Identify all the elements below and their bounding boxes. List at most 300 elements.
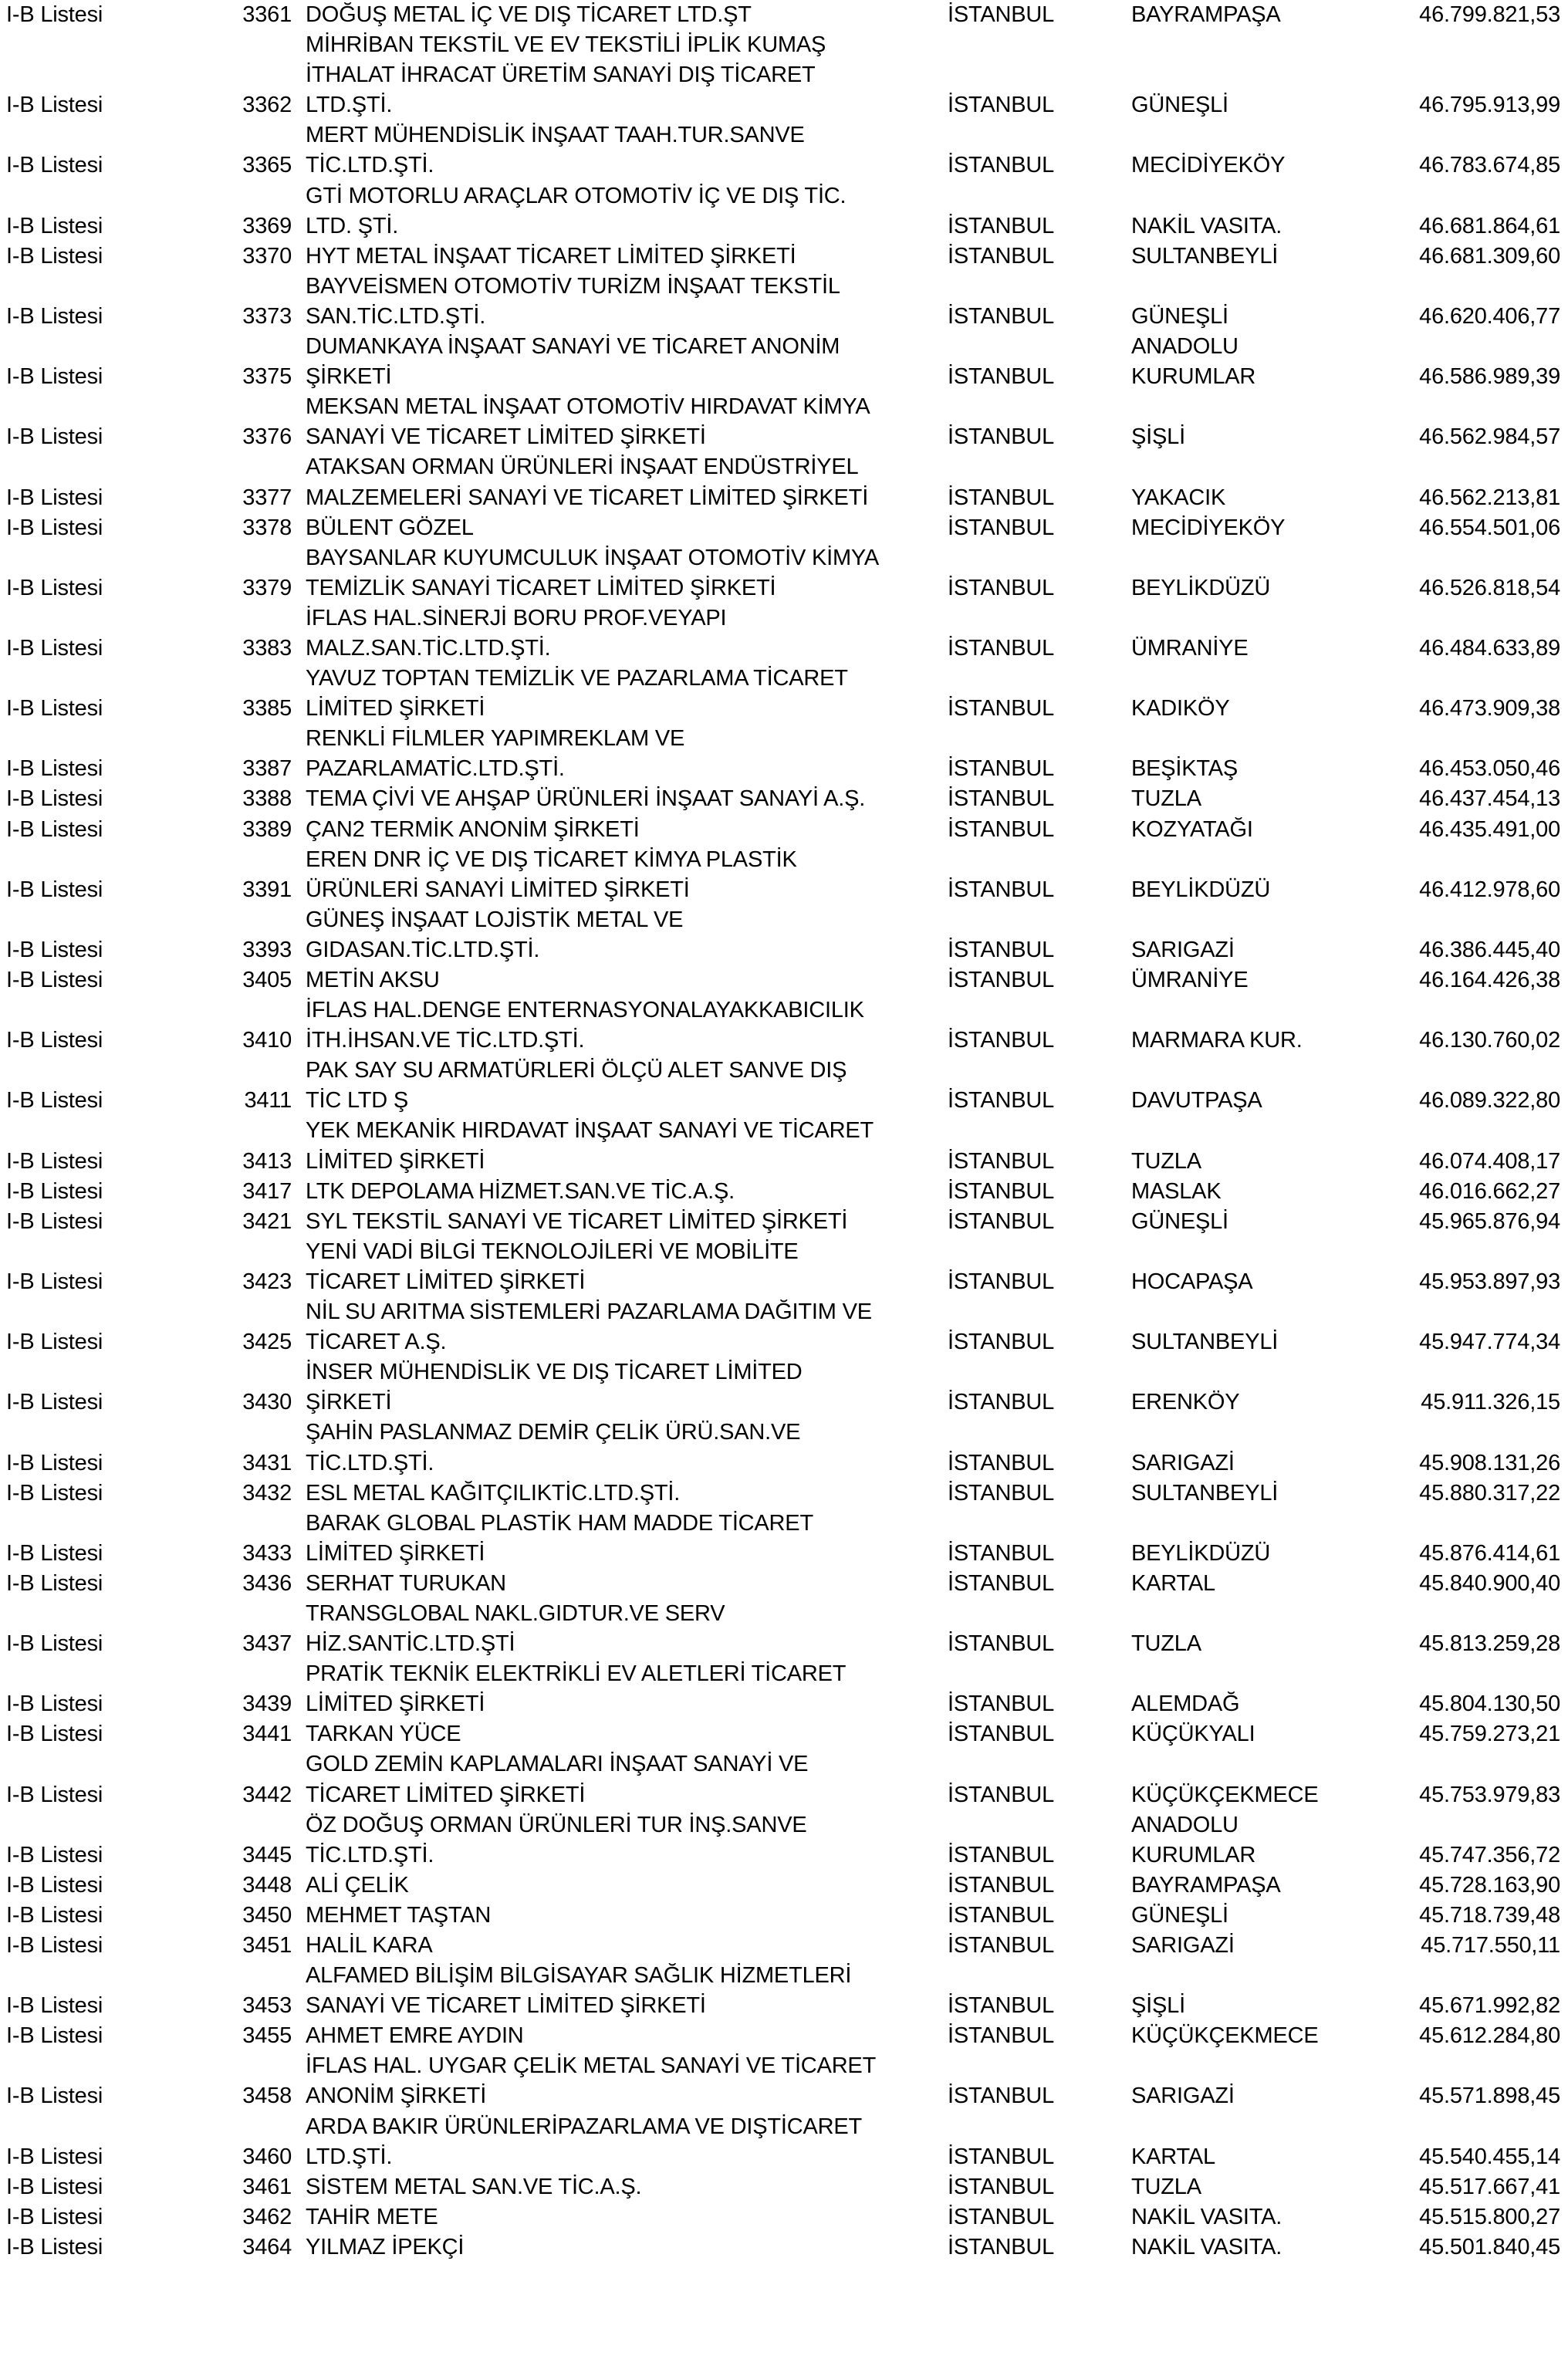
name-continuation: MERT MÜHENDİSLİK İNŞAAT TAAH.TUR.SANVE xyxy=(306,123,805,148)
debt-amount: 45.540.455,14 xyxy=(1419,2144,1560,2169)
table-row xyxy=(0,272,1568,302)
debt-amount: 45.804.130,50 xyxy=(1419,1692,1560,1717)
city-name: İSTANBUL xyxy=(948,1148,1055,1174)
rank-number: 3377 xyxy=(242,485,292,510)
tax-office-name: TUZLA xyxy=(1131,1631,1201,1657)
rank-number: 3432 xyxy=(242,1480,292,1506)
table-row xyxy=(0,362,1568,392)
tax-office-name: GÜNEŞLİ xyxy=(1131,93,1228,118)
name-continuation: BAYSANLAR KUYUMCULUK İNŞAAT OTOMOTİV KİMYA xyxy=(306,545,880,570)
debt-amount: 45.840.900,40 xyxy=(1419,1570,1560,1596)
rank-number: 3370 xyxy=(242,243,292,269)
list-label: I-B Listesi xyxy=(6,968,103,992)
taxpayer-name: TİC LTD Ş xyxy=(306,1088,409,1114)
tax-office-name: BAYRAMPAŞA xyxy=(1131,1872,1281,1898)
table-row xyxy=(0,120,1568,150)
taxpayer-name: ÜRÜNLERİ SANAYİ LİMİTED ŞİRKETİ xyxy=(306,877,690,902)
tax-office-name: BAYRAMPAŞA xyxy=(1131,2,1281,27)
taxpayer-name: GIDASAN.TİC.LTD.ŞTİ. xyxy=(306,937,540,962)
city-name: İSTANBUL xyxy=(948,485,1055,510)
table-row xyxy=(0,242,1568,272)
table-row xyxy=(0,2051,1568,2081)
city-name: İSTANBUL xyxy=(948,153,1055,178)
taxpayer-name: İTH.İHSAN.VE TİC.LTD.ŞTİ. xyxy=(306,1028,585,1053)
city-name: İSTANBUL xyxy=(948,424,1055,450)
taxpayer-name: PAZARLAMATİC.LTD.ŞTİ. xyxy=(306,756,565,782)
table-row xyxy=(0,724,1568,754)
taxpayer-name: DOĞUŞ METAL İÇ VE DIŞ TİCARET LTD.ŞT xyxy=(306,2,752,27)
list-label: I-B Listesi xyxy=(6,2144,103,2169)
debt-amount: 46.412.978,60 xyxy=(1419,877,1560,902)
taxpayer-name: LTD.ŞTİ. xyxy=(306,2144,393,2169)
taxpayer-name: TEMA ÇİVİ VE AHŞAP ÜRÜNLERİ İNŞAAT SANAYİ A.Ş. xyxy=(306,786,866,812)
table-row xyxy=(0,754,1568,784)
list-label: I-B Listesi xyxy=(6,2204,103,2229)
rank-number: 3421 xyxy=(242,1208,292,1234)
taxpayer-name: YILMAZ İPEKÇİ xyxy=(306,2234,465,2259)
table-row xyxy=(0,1719,1568,1749)
city-name: İSTANBUL xyxy=(948,1902,1055,1928)
table-row xyxy=(0,483,1568,513)
list-label: I-B Listesi xyxy=(6,816,103,842)
table-row xyxy=(0,543,1568,573)
debt-amount: 45.612.284,80 xyxy=(1419,2023,1560,2049)
name-continuation: GTİ MOTORLU ARAÇLAR OTOMOTİV İÇ VE DIŞ TİC. xyxy=(306,183,847,208)
list-label: I-B Listesi xyxy=(6,1631,103,1657)
debt-amount: 45.571.898,45 xyxy=(1419,2084,1560,2109)
table-row xyxy=(0,1931,1568,1961)
debt-amount: 46.620.406,77 xyxy=(1419,303,1560,329)
debt-amount: 45.671.992,82 xyxy=(1419,1993,1560,2019)
rank-number: 3417 xyxy=(242,1178,292,1204)
table-row xyxy=(0,422,1568,452)
taxpayer-name: METİN AKSU xyxy=(306,968,440,992)
tax-office-name: ANADOLU xyxy=(1131,334,1239,360)
city-name: İSTANBUL xyxy=(948,364,1055,390)
taxpayer-name: HALİL KARA xyxy=(306,1933,433,1958)
tax-office-name: KÜÇÜKÇEKMECE xyxy=(1131,2023,1319,2049)
city-name: İSTANBUL xyxy=(948,877,1055,902)
city-name: İSTANBUL xyxy=(948,756,1055,782)
list-label: I-B Listesi xyxy=(6,303,103,329)
tax-office-name: GÜNEŞLİ xyxy=(1131,1208,1228,1234)
tax-office-name: KÜÇÜKÇEKMECE xyxy=(1131,1782,1319,1807)
rank-number: 3423 xyxy=(242,1269,292,1294)
table-row xyxy=(0,2112,1568,2142)
name-continuation: YAVUZ TOPTAN TEMİZLİK VE PAZARLAMA TİCARET xyxy=(306,666,848,691)
rank-number: 3453 xyxy=(242,1993,292,2019)
rank-number: 3393 xyxy=(242,937,292,962)
table-row xyxy=(0,1026,1568,1056)
table-row xyxy=(0,875,1568,905)
table-row xyxy=(0,1509,1568,1539)
table-row xyxy=(0,1387,1568,1418)
name-continuation: EREN DNR İÇ VE DIŞ TİCARET KİMYA PLASTİK xyxy=(306,847,797,872)
rank-number: 3378 xyxy=(242,515,292,540)
taxpayer-name: MALZEMELERİ SANAYİ VE TİCARET LİMİTED ŞİRKETİ xyxy=(306,485,869,510)
rank-number: 3387 xyxy=(242,756,292,782)
debt-amount: 46.795.913,99 xyxy=(1419,93,1560,118)
debt-amount: 46.437.454,13 xyxy=(1419,786,1560,812)
name-continuation: ÖZ DOĞUŞ ORMAN ÜRÜNLERİ TUR İNŞ.SANVE xyxy=(306,1812,807,1837)
list-label: I-B Listesi xyxy=(6,2234,103,2259)
city-name: İSTANBUL xyxy=(948,213,1055,238)
table-row xyxy=(0,302,1568,332)
name-continuation: PRATİK TEKNİK ELEKTRİKLİ EV ALETLERİ TİCARET xyxy=(306,1661,847,1687)
taxpayer-name: LİMİTED ŞİRKETİ xyxy=(306,1540,485,1566)
city-name: İSTANBUL xyxy=(948,1178,1055,1204)
city-name: İSTANBUL xyxy=(948,635,1055,661)
tax-office-name: BEYLİKDÜZÜ xyxy=(1131,877,1271,902)
tax-office-name: MECİDİYEKÖY xyxy=(1131,153,1286,178)
tax-office-name: KOZYATAĞI xyxy=(1131,816,1253,842)
rank-number: 3436 xyxy=(242,1570,292,1596)
city-name: İSTANBUL xyxy=(948,1631,1055,1657)
table-row xyxy=(0,664,1568,694)
list-label: I-B Listesi xyxy=(6,635,103,661)
rank-number: 3362 xyxy=(242,93,292,118)
table-row xyxy=(0,935,1568,965)
city-name: İSTANBUL xyxy=(948,2204,1055,2229)
taxpayer-name: SANAYİ VE TİCARET LİMİTED ŞİRKETİ xyxy=(306,424,706,450)
taxpayer-name: ÇAN2 TERMİK ANONİM ŞİRKETİ xyxy=(306,816,640,842)
taxpayer-name: ŞİRKETİ xyxy=(306,364,392,390)
debt-amount: 45.753.979,83 xyxy=(1419,1782,1560,1807)
city-name: İSTANBUL xyxy=(948,2084,1055,2109)
name-continuation: ŞAHİN PASLANMAZ DEMİR ÇELİK ÜRÜ.SAN.VE xyxy=(306,1420,801,1445)
city-name: İSTANBUL xyxy=(948,515,1055,540)
table-row xyxy=(0,1599,1568,1629)
name-continuation: DUMANKAYA İNŞAAT SANAYİ VE TİCARET ANONİM xyxy=(306,334,840,360)
rank-number: 3439 xyxy=(242,1692,292,1717)
rank-number: 3445 xyxy=(242,1842,292,1867)
taxpayer-name: TİC.LTD.ŞTİ. xyxy=(306,153,434,178)
table-row xyxy=(0,1901,1568,1931)
rank-number: 3361 xyxy=(242,2,292,27)
table-row xyxy=(0,1448,1568,1479)
city-name: İSTANBUL xyxy=(948,1330,1055,1355)
name-continuation: MEKSAN METAL İNŞAAT OTOMOTİV HIRDAVAT KİMYA xyxy=(306,394,870,420)
table-row xyxy=(0,1810,1568,1840)
table-row xyxy=(0,1327,1568,1357)
table-row xyxy=(0,392,1568,422)
tax-office-name: BEYLİKDÜZÜ xyxy=(1131,575,1271,600)
city-name: İSTANBUL xyxy=(948,1390,1055,1415)
taxpayer-name: SAN.TİC.LTD.ŞTİ. xyxy=(306,303,486,329)
rank-number: 3450 xyxy=(242,1902,292,1928)
tax-office-name: NAKİL VASITA. xyxy=(1131,2234,1282,2259)
list-label: I-B Listesi xyxy=(6,213,103,238)
list-label: I-B Listesi xyxy=(6,696,103,722)
city-name: İSTANBUL xyxy=(948,2144,1055,2169)
list-label: I-B Listesi xyxy=(6,2023,103,2049)
table-row xyxy=(0,784,1568,814)
list-label: I-B Listesi xyxy=(6,1269,103,1294)
taxpayer-name: ŞİRKETİ xyxy=(306,1390,392,1415)
rank-number: 3389 xyxy=(242,816,292,842)
city-name: İSTANBUL xyxy=(948,1540,1055,1566)
taxpayer-name: LTD. ŞTİ. xyxy=(306,213,399,238)
debt-amount: 46.554.501,06 xyxy=(1419,515,1560,540)
debt-amount: 46.783.674,85 xyxy=(1419,153,1560,178)
rank-number: 3451 xyxy=(242,1933,292,1958)
table-row xyxy=(0,60,1568,90)
tax-office-name: ERENKÖY xyxy=(1131,1390,1240,1415)
taxpayer-name: LİMİTED ŞİRKETİ xyxy=(306,696,485,722)
table-row xyxy=(0,2172,1568,2202)
city-name: İSTANBUL xyxy=(948,243,1055,269)
debt-amount: 46.089.322,80 xyxy=(1419,1088,1560,1114)
table-row xyxy=(0,30,1568,60)
rank-number: 3375 xyxy=(242,364,292,390)
city-name: İSTANBUL xyxy=(948,303,1055,329)
list-label: I-B Listesi xyxy=(6,1842,103,1867)
rank-number: 3413 xyxy=(242,1148,292,1174)
rank-number: 3448 xyxy=(242,1872,292,1898)
debt-amount: 46.526.818,54 xyxy=(1419,575,1560,600)
debt-amount: 45.717.550,11 xyxy=(1421,1933,1560,1958)
tax-office-name: DAVUTPAŞA xyxy=(1131,1088,1262,1114)
taxpayer-name: ALİ ÇELİK xyxy=(306,1872,409,1898)
tax-office-name: ALEMDAĞ xyxy=(1131,1692,1240,1717)
name-continuation: TRANSGLOBAL NAKL.GIDTUR.VE SERV xyxy=(306,1600,725,1626)
table-row xyxy=(0,2081,1568,2111)
tax-office-name: SARIGAZİ xyxy=(1131,1450,1235,1475)
taxpayer-name: MALZ.SAN.TİC.LTD.ŞTİ. xyxy=(306,635,551,661)
taxpayer-name: TİCARET A.Ş. xyxy=(306,1330,447,1355)
name-continuation: ARDA BAKIR ÜRÜNLERİPAZARLAMA VE DIŞTİCARET xyxy=(306,2114,863,2139)
rank-number: 3369 xyxy=(242,213,292,238)
tax-office-name: HOCAPAŞA xyxy=(1131,1269,1253,1294)
name-continuation: RENKLİ FİLMLER YAPIMREKLAM VE xyxy=(306,726,685,752)
list-label: I-B Listesi xyxy=(6,243,103,269)
rank-number: 3431 xyxy=(242,1450,292,1475)
debt-amount: 45.911.326,15 xyxy=(1421,1390,1560,1415)
debt-amount: 46.562.984,57 xyxy=(1419,424,1560,450)
debt-amount: 46.473.909,38 xyxy=(1419,696,1560,722)
list-label: I-B Listesi xyxy=(6,1480,103,1506)
city-name: İSTANBUL xyxy=(948,696,1055,722)
name-continuation: BAYVEİSMEN OTOMOTİV TURİZM İNŞAAT TEKSTİL xyxy=(306,273,840,299)
table-row xyxy=(0,1177,1568,1207)
debt-amount: 46.484.633,89 xyxy=(1419,635,1560,661)
tax-office-name: KARTAL xyxy=(1131,1570,1215,1596)
name-continuation: ATAKSAN ORMAN ÜRÜNLERİ İNŞAAT ENDÜSTRİYEL xyxy=(306,455,859,480)
city-name: İSTANBUL xyxy=(948,1208,1055,1234)
table-row xyxy=(0,1237,1568,1267)
tax-office-name: SULTANBEYLİ xyxy=(1131,1330,1279,1355)
city-name: İSTANBUL xyxy=(948,1692,1055,1717)
taxpayer-name: ESL METAL KAĞITÇILIKTİC.LTD.ŞTİ. xyxy=(306,1480,681,1506)
debt-amount: 46.386.445,40 xyxy=(1419,937,1560,962)
taxpayer-name: BÜLENT GÖZEL xyxy=(306,515,474,540)
city-name: İSTANBUL xyxy=(948,2234,1055,2259)
table-row xyxy=(0,1689,1568,1719)
debt-amount: 46.435.491,00 xyxy=(1419,816,1560,842)
tax-office-name: ÜMRANİYE xyxy=(1131,968,1249,992)
rank-number: 3455 xyxy=(242,2023,292,2049)
city-name: İSTANBUL xyxy=(948,1480,1055,1506)
tax-office-name: ANADOLU xyxy=(1131,1812,1239,1837)
taxpayer-name: SİSTEM METAL SAN.VE TİC.A.Ş. xyxy=(306,2174,642,2199)
table-row xyxy=(0,452,1568,482)
table-row xyxy=(0,1479,1568,1509)
tax-office-name: SARIGAZİ xyxy=(1131,1933,1235,1958)
table-row xyxy=(0,1056,1568,1086)
debt-amount: 46.164.426,38 xyxy=(1419,968,1560,992)
city-name: İSTANBUL xyxy=(948,816,1055,842)
taxpayer-name: AHMET EMRE AYDIN xyxy=(306,2023,524,2049)
debt-amount: 46.681.864,61 xyxy=(1419,213,1560,238)
tax-office-name: TUZLA xyxy=(1131,2174,1201,2199)
taxpayer-name: TEMİZLİK SANAYİ TİCARET LİMİTED ŞİRKETİ xyxy=(306,575,776,600)
table-row xyxy=(0,905,1568,935)
taxpayer-name: HYT METAL İNŞAAT TİCARET LİMİTED ŞİRKETİ xyxy=(306,243,796,269)
tax-office-name: SARIGAZİ xyxy=(1131,2084,1235,2109)
list-label: I-B Listesi xyxy=(6,1330,103,1355)
table-row xyxy=(0,1357,1568,1387)
tax-office-name: ŞİŞLİ xyxy=(1131,1993,1185,2019)
list-label: I-B Listesi xyxy=(6,2174,103,2199)
city-name: İSTANBUL xyxy=(948,2,1055,27)
city-name: İSTANBUL xyxy=(948,937,1055,962)
city-name: İSTANBUL xyxy=(948,575,1055,600)
debt-amount: 45.876.414,61 xyxy=(1419,1540,1560,1566)
tax-office-name: KADIKÖY xyxy=(1131,696,1230,722)
debt-amount: 46.016.662,27 xyxy=(1419,1178,1560,1204)
taxpayer-name: TARKAN YÜCE xyxy=(306,1722,461,1747)
table-row xyxy=(0,1116,1568,1146)
table-row xyxy=(0,634,1568,664)
table-row xyxy=(0,1086,1568,1116)
debt-amount: 45.813.259,28 xyxy=(1419,1631,1560,1657)
name-continuation: MİHRİBAN TEKSTİL VE EV TEKSTİLİ İPLİK KUMAŞ xyxy=(306,32,826,58)
list-label: I-B Listesi xyxy=(6,756,103,782)
list-label: I-B Listesi xyxy=(6,877,103,902)
city-name: İSTANBUL xyxy=(948,1570,1055,1596)
list-label: I-B Listesi xyxy=(6,1028,103,1053)
name-continuation: PAK SAY SU ARMATÜRLERİ ÖLÇÜ ALET SANVE DIŞ xyxy=(306,1058,847,1083)
list-label: I-B Listesi xyxy=(6,786,103,812)
taxpayer-name: LİMİTED ŞİRKETİ xyxy=(306,1692,485,1717)
table-row xyxy=(0,2142,1568,2172)
rank-number: 3433 xyxy=(242,1540,292,1566)
rank-number: 3385 xyxy=(242,696,292,722)
table-row xyxy=(0,513,1568,543)
table-row xyxy=(0,815,1568,845)
tax-office-name: SARIGAZİ xyxy=(1131,937,1235,962)
table-row xyxy=(0,965,1568,995)
list-label: I-B Listesi xyxy=(6,1570,103,1596)
list-label: I-B Listesi xyxy=(6,1540,103,1566)
table-row xyxy=(0,1569,1568,1599)
rank-number: 3411 xyxy=(244,1088,292,1114)
rank-number: 3462 xyxy=(242,2204,292,2229)
list-label: I-B Listesi xyxy=(6,1933,103,1958)
name-continuation: ALFAMED BİLİŞİM BİLGİSAYAR SAĞLIK HİZMETLERİ xyxy=(306,1963,852,1989)
list-label: I-B Listesi xyxy=(6,153,103,178)
tax-office-name: SULTANBEYLİ xyxy=(1131,243,1279,269)
rank-number: 3383 xyxy=(242,635,292,661)
list-label: I-B Listesi xyxy=(6,515,103,540)
taxpayer-name: TİC.LTD.ŞTİ. xyxy=(306,1842,434,1867)
table-row xyxy=(0,1780,1568,1810)
table-row xyxy=(0,694,1568,724)
table-row xyxy=(0,1297,1568,1327)
tax-office-name: YAKACIK xyxy=(1131,485,1226,510)
rank-number: 3458 xyxy=(242,2084,292,2109)
rank-number: 3405 xyxy=(242,968,292,992)
table-row xyxy=(0,1207,1568,1237)
debt-amount: 45.759.273,21 xyxy=(1419,1722,1560,1747)
name-continuation: GOLD ZEMİN KAPLAMALARI İNŞAAT SANAYİ VE xyxy=(306,1752,809,1777)
city-name: İSTANBUL xyxy=(948,1782,1055,1807)
tax-office-name: BEŞİKTAŞ xyxy=(1131,756,1239,782)
table-row xyxy=(0,2021,1568,2051)
city-name: İSTANBUL xyxy=(948,1269,1055,1294)
rank-number: 3379 xyxy=(242,575,292,600)
table-row xyxy=(0,1418,1568,1448)
rank-number: 3442 xyxy=(242,1782,292,1807)
table-row xyxy=(0,845,1568,875)
list-label: I-B Listesi xyxy=(6,1902,103,1928)
rank-number: 3460 xyxy=(242,2144,292,2169)
taxpayer-name: ANONİM ŞİRKETİ xyxy=(306,2084,487,2109)
debt-amount: 45.880.317,22 xyxy=(1419,1480,1560,1506)
city-name: İSTANBUL xyxy=(948,968,1055,992)
tax-office-name: TUZLA xyxy=(1131,786,1201,812)
table-row xyxy=(0,1147,1568,1177)
table-row xyxy=(0,90,1568,120)
tax-office-name: KARTAL xyxy=(1131,2144,1215,2169)
table-row xyxy=(0,995,1568,1026)
list-label: I-B Listesi xyxy=(6,1148,103,1174)
table-row xyxy=(0,1871,1568,1901)
tax-office-name: NAKİL VASITA. xyxy=(1131,2204,1282,2229)
city-name: İSTANBUL xyxy=(948,2174,1055,2199)
taxpayer-name: TİCARET LİMİTED ŞİRKETİ xyxy=(306,1782,586,1807)
table-row xyxy=(0,1267,1568,1297)
list-label: I-B Listesi xyxy=(6,1178,103,1204)
list-label: I-B Listesi xyxy=(6,1208,103,1234)
rank-number: 3388 xyxy=(242,786,292,812)
tax-office-name: KURUMLAR xyxy=(1131,1842,1256,1867)
tax-office-name: KURUMLAR xyxy=(1131,364,1256,390)
rank-number: 3425 xyxy=(242,1330,292,1355)
city-name: İSTANBUL xyxy=(948,2023,1055,2049)
debt-amount: 45.517.667,41 xyxy=(1419,2174,1560,2199)
tax-office-name: MECİDİYEKÖY xyxy=(1131,515,1286,540)
list-label: I-B Listesi xyxy=(6,1872,103,1898)
city-name: İSTANBUL xyxy=(948,1993,1055,2019)
rank-number: 3461 xyxy=(242,2174,292,2199)
list-label: I-B Listesi xyxy=(6,2084,103,2109)
city-name: İSTANBUL xyxy=(948,1088,1055,1114)
list-label: I-B Listesi xyxy=(6,937,103,962)
list-label: I-B Listesi xyxy=(6,93,103,118)
name-continuation: İFLAS HAL.DENGE ENTERNASYONALAYAKKABICILIK xyxy=(306,998,864,1023)
taxpayer-name: MEHMET TAŞTAN xyxy=(306,1902,492,1928)
table-row xyxy=(0,1991,1568,2021)
rank-number: 3410 xyxy=(242,1028,292,1053)
rank-number: 3441 xyxy=(242,1722,292,1747)
list-label: I-B Listesi xyxy=(6,1782,103,1807)
rank-number: 3376 xyxy=(242,424,292,450)
tax-office-name: ÜMRANİYE xyxy=(1131,635,1249,661)
name-continuation: NİL SU ARITMA SİSTEMLERİ PAZARLAMA DAĞITIM VE xyxy=(306,1299,872,1325)
debt-amount: 46.074.408,17 xyxy=(1419,1148,1560,1174)
list-label: I-B Listesi xyxy=(6,1390,103,1415)
